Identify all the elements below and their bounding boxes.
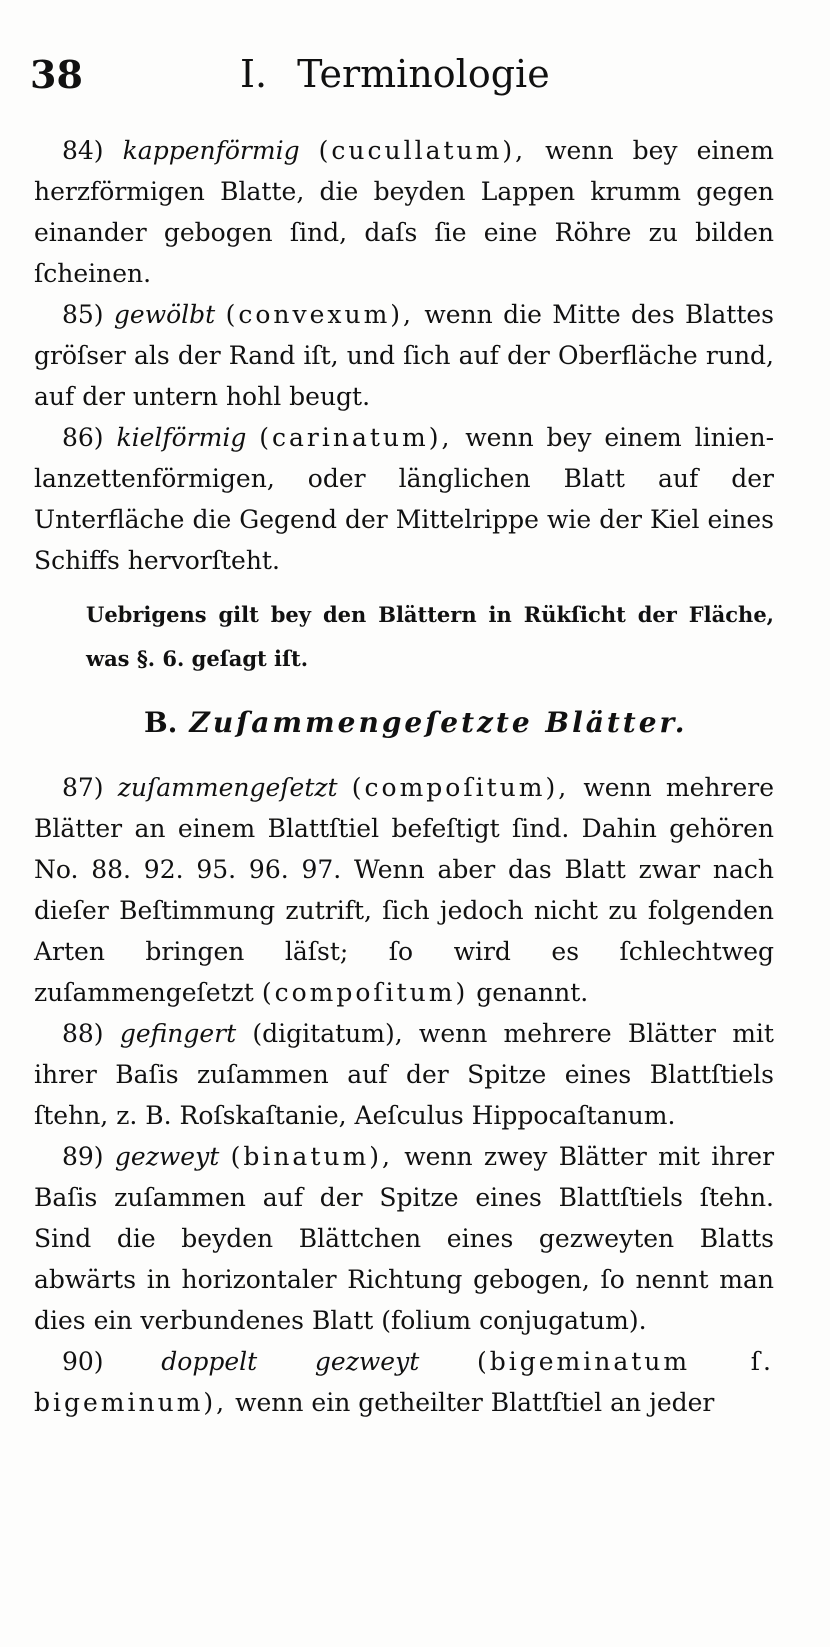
paragraph-text: wenn die Mitte des Blattes gröſser als der Rand iſt, und ſich auf der Oberfläche rund, auf der untern hohl beugt. [34, 300, 774, 411]
paragraph-text: genannt. [476, 978, 589, 1007]
latin-term: (bigeminatum ſ. bigeminum), [34, 1347, 774, 1417]
paragraph-text: wenn mehrere Blätter mit ihrer Baſis zuſammen auf der Spitze eines Blattſtiels ſtehn, z. B. Roſskaſtanie, Aeſculus Hippocaſtanum. [34, 1019, 774, 1130]
latin-term: (binatum), [230, 1142, 393, 1171]
term: kappenförmig [122, 136, 300, 165]
term: doppelt gezweyt [161, 1347, 420, 1376]
part-number: I. [240, 52, 268, 96]
section-letter: B. [144, 706, 178, 739]
paragraph-84 [34, 130, 774, 294]
latin-term: (carinatum), [259, 423, 453, 452]
section-heading [34, 703, 774, 743]
paragraph-text: wenn bey einem linien- lanzettenförmigen, oder länglichen Blatt auf der Unterfläche die Gegend der Mittelrippe wie der Kiel eines Schiffs hervorſteht. [34, 423, 775, 575]
paragraph-number: 86) [62, 423, 104, 452]
page-number: 38 [30, 52, 83, 97]
paragraph-text: wenn bey einem herzförmigen Blatte, die beyden Lappen krumm gegen einander gebogen ſind, daſs ſie eine Röhre zu bilden ſcheinen. [34, 136, 775, 288]
paragraph-number: 88) [62, 1019, 104, 1048]
paragraph-88 [34, 1013, 774, 1136]
chapter-title: Terminologie [297, 52, 550, 96]
paragraph-number: 89) [62, 1142, 104, 1171]
section-title: Zuſammengeſetzte Blätter. [189, 706, 688, 739]
paragraph-number: 84) [62, 136, 104, 165]
paragraph-number: 90) [62, 1347, 104, 1376]
page-header [30, 52, 790, 102]
paragraph-number: 85) [62, 300, 104, 329]
paragraph-text: wenn zwey Blätter mit ihrer Baſis zuſammen auf der Spitze eines Blattſtiels ſtehn. Sind die beyden Blättchen eines gezweyten Blatts abwärts in horizontaler Richtung gebogen, ſo nennt man dies ein verbundenes Blatt (folium conjugatum). [34, 1142, 775, 1335]
running-title [240, 52, 550, 96]
latin-term: (digitatum), [252, 1019, 403, 1048]
paragraph-number: 87) [62, 773, 104, 802]
term: gezweyt [114, 1142, 220, 1171]
paragraph-85 [34, 294, 774, 417]
term: zuſammengeſetzt [117, 773, 338, 802]
paragraph-text: wenn mehrere Blätter an einem Blattſtiel befeſtigt ſind. Dahin gehören No. 88. 92. 95. 96. 97. Wenn aber das Blatt zwar nach dieſer Beſtimmung zutrift, ſich jedoch nicht zu folgenden Arten bringen läſst; ſo wird es ſchlechtweg zuſammengeſetzt [34, 773, 774, 1007]
paragraph-87 [34, 767, 774, 1013]
term: gefingert [119, 1019, 237, 1048]
note: Uebrigens gilt bey den Blättern in Rükſicht der Fläche, was §. 6. geſagt iſt. [86, 602, 774, 671]
term: kielförmig [116, 423, 247, 452]
latin-term: (cucullatum), [318, 136, 527, 165]
latin-term: (compoſitum) [261, 978, 469, 1007]
paragraph-89 [34, 1136, 774, 1341]
term: gewölbt [113, 300, 216, 329]
paragraph-90 [34, 1341, 774, 1423]
latin-term: (convexum), [225, 300, 414, 329]
paragraph-text: wenn ein getheilter Blattſtiel an jeder [235, 1388, 715, 1417]
body-text [34, 130, 774, 1423]
latin-term: (compoſitum), [351, 773, 570, 802]
paragraph-86 [34, 417, 774, 581]
